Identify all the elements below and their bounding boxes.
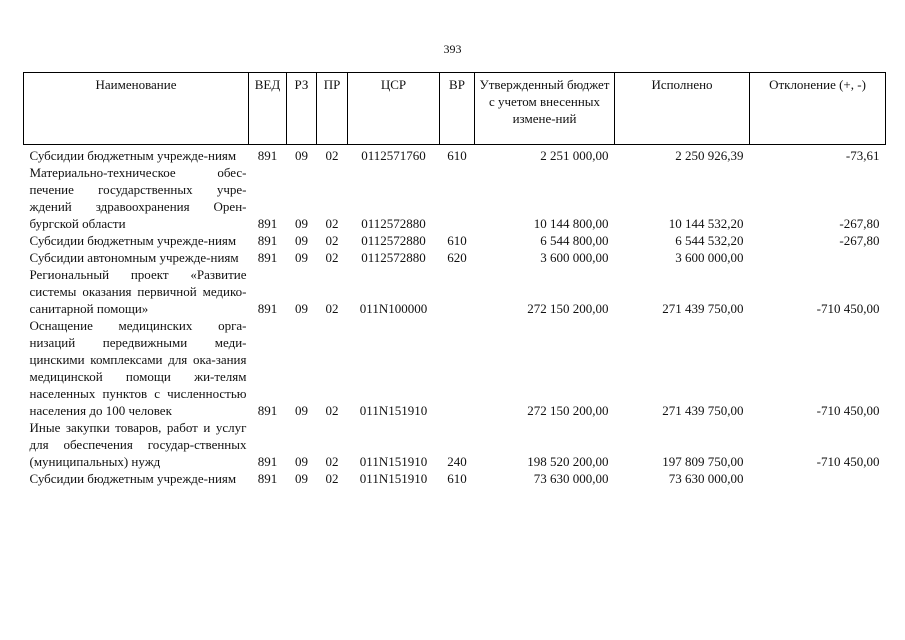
row-name: Субсидии бюджетным учрежде-ниям: [29, 471, 237, 486]
row-ved: 891: [257, 301, 278, 316]
row-pr: 02: [325, 301, 339, 316]
row-vr: 610: [447, 148, 467, 163]
row-vr: 610: [447, 233, 467, 248]
row-executed: 2 250 926,39: [675, 148, 744, 163]
row-rz: 09: [295, 233, 308, 248]
row-vr: 620: [447, 250, 467, 265]
row-name: Оснащение медицинских орга-низаций передвижными меди-цинскими комплексами для ока-зания медицинской помощи жи-телям населенных пунктов с численностью населения до 100 человек: [29, 318, 247, 418]
row-csr: 0112572880: [361, 216, 426, 231]
row-name: Региональный проект «Развитие системы оказания первичной медико-санитарной помощи»: [29, 267, 247, 316]
table-row: [24, 164, 886, 232]
row-csr: 0112572880: [361, 233, 426, 248]
row-pr: 02: [325, 148, 339, 163]
row-vr: 610: [447, 471, 467, 486]
row-pr: 02: [325, 250, 339, 265]
table-row: [24, 317, 886, 419]
row-pr: 02: [325, 233, 339, 248]
row-deviation: -710 450,00: [816, 403, 880, 418]
row-pr: 02: [325, 216, 339, 231]
row-rz: 09: [295, 216, 308, 231]
header-ved: ВЕД: [249, 73, 287, 145]
row-pr: 02: [325, 471, 339, 486]
row-approved: 3 600 000,00: [540, 250, 609, 265]
row-vr: [440, 266, 475, 317]
row-ved: 891: [257, 233, 278, 248]
row-ved: 891: [257, 403, 278, 418]
row-approved: 73 630 000,00: [533, 471, 609, 486]
row-pr: 02: [325, 454, 339, 469]
budget-table: [23, 72, 886, 487]
row-name: Субсидии автономным учрежде-ниям: [29, 250, 239, 265]
row-csr: 011N151910: [359, 403, 428, 418]
row-rz: 09: [295, 403, 308, 418]
row-deviation: [750, 470, 886, 487]
row-vr: [440, 164, 475, 232]
table-row: [24, 419, 886, 470]
header-csr: ЦСР: [348, 73, 440, 145]
table-row: [24, 470, 886, 487]
row-csr: 011N151910: [359, 454, 428, 469]
row-deviation: [750, 249, 886, 266]
page-number: 393: [443, 42, 462, 56]
row-vr: 240: [447, 454, 467, 469]
row-rz: 09: [295, 148, 308, 163]
header-vr: ВР: [440, 73, 475, 145]
row-approved: 10 144 800,00: [533, 216, 609, 231]
row-executed: 271 439 750,00: [662, 301, 744, 316]
row-rz: 09: [295, 454, 308, 469]
row-csr: 011N151910: [359, 471, 428, 486]
row-approved: 6 544 800,00: [540, 233, 609, 248]
table-row: [24, 232, 886, 249]
row-ved: 891: [257, 471, 278, 486]
header-executed: Исполнено: [615, 73, 750, 145]
table-header-row: [24, 73, 886, 145]
row-executed: 10 144 532,20: [668, 216, 744, 231]
row-deviation: -710 450,00: [816, 454, 880, 469]
row-approved: 2 251 000,00: [540, 148, 609, 163]
row-executed: 3 600 000,00: [675, 250, 744, 265]
row-ved: 891: [257, 250, 278, 265]
row-name: Иные закупки товаров, работ и услуг для обеспечения государ-ственных (муниципальных) нужд: [29, 420, 247, 469]
row-ved: 891: [257, 454, 278, 469]
row-deviation: -267,80: [839, 216, 880, 231]
row-executed: 6 544 532,20: [675, 233, 744, 248]
row-deviation: -267,80: [839, 233, 880, 248]
row-approved: 198 520 200,00: [527, 454, 609, 469]
row-csr: 011N100000: [359, 301, 428, 316]
table-row: [24, 266, 886, 317]
row-csr: 0112572880: [361, 250, 426, 265]
header-pr: ПР: [317, 73, 348, 145]
row-deviation: -710 450,00: [816, 301, 880, 316]
row-ved: 891: [257, 148, 278, 163]
row-executed: 271 439 750,00: [662, 403, 744, 418]
row-executed: 73 630 000,00: [668, 471, 744, 486]
row-executed: 197 809 750,00: [662, 454, 744, 469]
header-approved: Утвержденный бюджет с учетом внесенных измене-ний: [475, 73, 615, 145]
row-pr: 02: [325, 403, 339, 418]
header-name: Наименование: [24, 73, 249, 145]
row-rz: 09: [295, 471, 308, 486]
row-deviation: -73,61: [845, 148, 880, 163]
row-csr: 0112571760: [361, 148, 426, 163]
row-name: Субсидии бюджетным учрежде-ниям: [29, 233, 237, 248]
table-row: [24, 145, 886, 165]
row-approved: 272 150 200,00: [527, 301, 609, 316]
header-deviation: Отклонение (+, -): [750, 73, 886, 145]
table-row: [24, 249, 886, 266]
row-approved: 272 150 200,00: [527, 403, 609, 418]
row-vr: [440, 317, 475, 419]
row-rz: 09: [295, 250, 308, 265]
row-rz: 09: [295, 301, 308, 316]
header-rz: РЗ: [287, 73, 317, 145]
row-name: Материально-техническое обес-печение государственных учре-ждений здравоохранения Орен-бургской области: [29, 165, 247, 231]
row-name: Субсидии бюджетным учрежде-ниям: [29, 148, 237, 163]
row-ved: 891: [257, 216, 278, 231]
